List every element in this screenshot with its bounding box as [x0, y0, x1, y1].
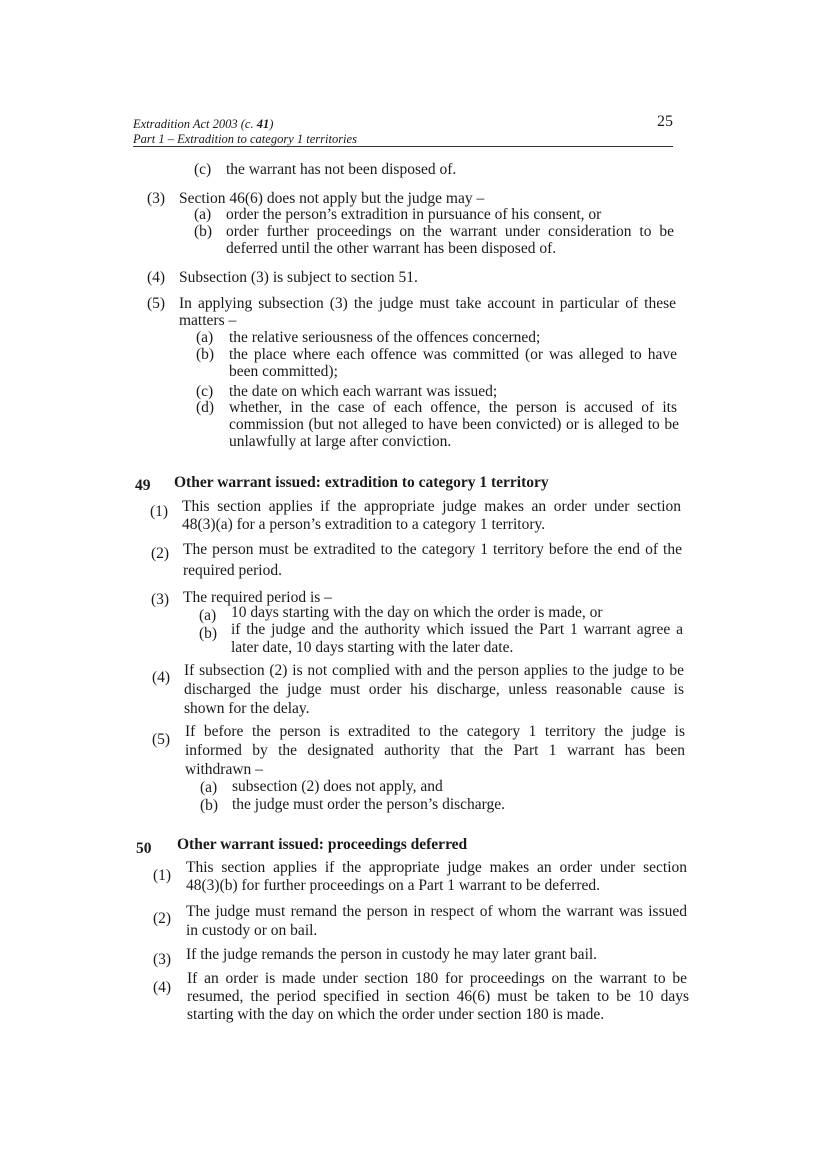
- para-text: unlawfully at large after conviction.: [229, 433, 452, 450]
- subsection-label: (5): [147, 295, 166, 312]
- subsection-text: 48(3)(a) for a person’s extradition to a category 1 territory.: [182, 516, 546, 533]
- para-label: (b): [200, 797, 219, 814]
- subsection-text: 48(3)(b) for further proceedings on a Part 1 warrant to be deferred.: [186, 877, 601, 894]
- subsection-text: If subsection (2) is not complied with and the person applies to the judge to be: [184, 662, 684, 679]
- para-text: the warrant has not been disposed of.: [226, 161, 457, 178]
- subsection-text: Section 46(6) does not apply but the judge may –: [179, 190, 485, 207]
- subsection-text: in custody or on bail.: [186, 922, 318, 939]
- subsection-text: In applying subsection (3) the judge must take account in particular of these: [179, 295, 676, 312]
- para-label: (d): [196, 399, 215, 416]
- para-label: (b): [199, 625, 218, 642]
- para-text: commission (but not alleged to have been convicted) or is alleged to be: [229, 416, 679, 433]
- para-text: later date, 10 days starting with the later date.: [231, 639, 514, 656]
- para-label: (a): [200, 779, 218, 796]
- subsection-text: withdrawn –: [185, 761, 263, 778]
- subsection-text: This section applies if the appropriate judge makes an order under section: [182, 498, 681, 515]
- subsection-text: If before the person is extradited to the category 1 territory the judge is: [185, 723, 685, 740]
- subsection-text: starting with the day on which the order under section 180 is made.: [187, 1006, 605, 1023]
- subsection-label: (4): [152, 669, 171, 686]
- para-label: (a): [199, 607, 217, 624]
- subsection-text: If an order is made under section 180 for proceedings on the warrant to be: [187, 970, 687, 987]
- para-text: been committed);: [229, 363, 338, 380]
- subsection-label: (3): [147, 190, 166, 207]
- subsection-label: (3): [151, 591, 170, 608]
- page-number: 25: [657, 113, 673, 130]
- para-label: (a): [196, 329, 214, 346]
- subsection-label: (2): [151, 545, 170, 562]
- para-label: (a): [194, 206, 212, 223]
- para-label: (c): [194, 161, 212, 178]
- subsection-label: (1): [153, 867, 172, 884]
- subsection-label: (3): [153, 951, 172, 968]
- para-label: (b): [196, 346, 215, 363]
- subsection-text: The required period is –: [183, 589, 332, 606]
- header-rule: [133, 146, 673, 147]
- subsection-text: resumed, the period specified in section 46(6) must be taken to be 10 days: [187, 988, 689, 1005]
- section-number: 50: [136, 840, 152, 857]
- para-label: (c): [196, 383, 214, 400]
- para-text: subsection (2) does not apply, and: [232, 778, 443, 795]
- para-text: the date on which each warrant was issued;: [229, 383, 498, 400]
- subsection-text: required period.: [183, 562, 282, 579]
- para-text: the judge must order the person’s discharge.: [232, 796, 506, 813]
- subsection-label: (4): [153, 979, 172, 996]
- para-text: deferred until the other warrant has been disposed of.: [226, 240, 557, 257]
- section-heading: Other warrant issued: proceedings deferred: [177, 836, 468, 853]
- subsection-text: The person must be extradited to the category 1 territory before the end of the: [183, 541, 682, 558]
- subsection-label: (1): [150, 503, 169, 520]
- subsection-text: shown for the delay.: [184, 700, 310, 717]
- subsection-text: matters –: [179, 312, 237, 329]
- para-text: 10 days starting with the day on which the order is made, or: [231, 604, 603, 621]
- subsection-text: This section applies if the appropriate judge makes an order under section: [186, 859, 687, 876]
- act-title: Extradition Act 2003 (c. 41): [133, 117, 274, 131]
- para-label: (b): [194, 223, 213, 240]
- subsection-text: Subsection (3) is subject to section 51.: [179, 269, 418, 286]
- running-header: [133, 113, 673, 147]
- subsection-text: If the judge remands the person in custody he may later grant bail.: [186, 946, 598, 963]
- subsection-text: The judge must remand the person in respect of whom the warrant was issued: [186, 903, 687, 920]
- subsection-text: informed by the designated authority that the Part 1 warrant has been: [185, 742, 685, 759]
- part-title: Part 1 – Extradition to category 1 territories: [133, 132, 357, 146]
- subsection-label: (2): [153, 910, 172, 927]
- para-text: whether, in the case of each offence, the person is accused of its: [229, 399, 677, 416]
- subsection-text: discharged the judge must order his discharge, unless reasonable cause is: [184, 681, 684, 698]
- para-text: the place where each offence was committed (or was alleged to have: [229, 346, 677, 363]
- section-number: 49: [135, 477, 151, 494]
- para-text: if the judge and the authority which issued the Part 1 warrant agree a: [231, 621, 683, 638]
- section-heading: Other warrant issued: extradition to category 1 territory: [174, 474, 549, 491]
- para-text: order further proceedings on the warrant under consideration to be: [226, 223, 674, 240]
- subsection-label: (4): [147, 269, 166, 286]
- para-text: order the person’s extradition in pursuance of his consent, or: [226, 206, 602, 223]
- subsection-label: (5): [152, 731, 171, 748]
- para-text: the relative seriousness of the offences concerned;: [229, 329, 541, 346]
